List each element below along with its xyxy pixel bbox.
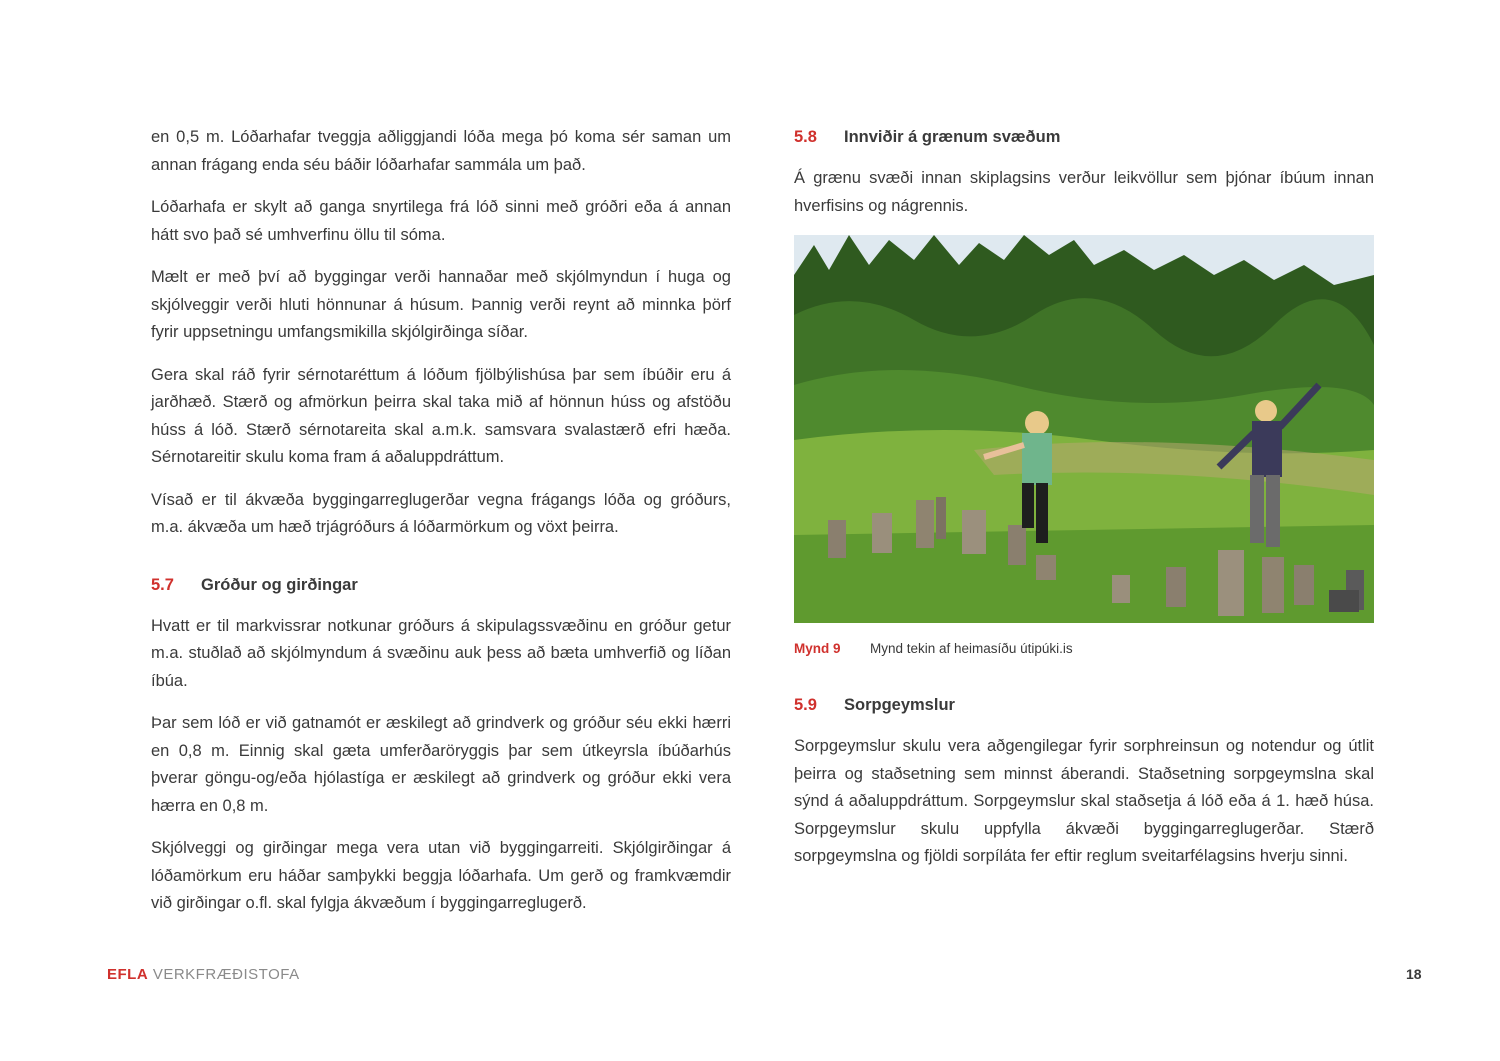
section-heading-5-7 [151,572,731,599]
figure-caption [794,641,1374,656]
paragraph: Skjólveggi og girðingar mega vera utan við byggingarreiti. Skjólgirðingar á lóðamörkum eru háðar samþykki beggja lóðarhafa. Um gerð og framkvæmdir við girðingar o.fl. skal fylgja ákvæðum í byggingarreglugerð. [151,839,731,912]
paragraph: Gera skal ráð fyrir sérnotaréttum á lóðum fjölbýlishúsa þar sem íbúðir eru á jarðhæð. Stærð og afmörkun þeirra skal taka mið af hönnun húss og afstöðu húss á lóð. Stærð sérnotareita skal a.m.k. samsvara svalastærð efri hæða. Sérnotareitir skulu koma fram á aðaluppdráttum. [151,365,731,466]
paragraph: en 0,5 m. Lóðarhafar tveggja aðliggjandi lóða mega þó koma sér saman um annan frágang enda séu báðir lóðarhafar sammála um það. [151,128,731,174]
paragraph: Þar sem lóð er við gatnamót er æskilegt að grindverk og gróður séu ekki hærri en 0,8 m. Einnig skal gæta umferðaröryggis þar sem útkeyrsla íbúðarhús þverar göngu-og/eða hjólastíga er æskilegt að grindverk og gróður ekki vera hærra en 0,8 m. [151,714,731,815]
paragraph: Vísað er til ákvæða byggingarreglugerðar vegna frágangs lóða og gróðurs, m.a. ákvæða um hæð trjágróðurs á lóðarmörkum og vöxt þeirra. [151,490,731,536]
section-title: Innviðir á grænum svæðum [844,128,1061,146]
figure-number: Mynd 9 [794,641,841,656]
playground-photo [794,235,1374,623]
section-number: 5.8 [794,128,817,146]
paragraph: Á grænu svæði innan skiplagsins verður leikvöllur sem þjónar íbúum innan hverfisins og nágrennis. [794,169,1374,215]
logo-brand: EFLA [107,966,149,983]
left-column [151,124,731,933]
section-heading-5-8 [794,124,1374,151]
logo-subtitle: VERKFRÆÐISTOFA [148,966,300,983]
paragraph: Mælt er með því að byggingar verði hannaðar með skjólmyndun í huga og skjólveggir verði hluti hönnunar á húsum. Þannig verði reynt að minnka þörf fyrir uppsetningu umfangsmikilla skjólgirðinga síðar. [151,268,731,341]
figure-caption-text: Mynd tekin af heimasíðu útipúki.is [870,641,1073,656]
section-number: 5.7 [151,575,174,594]
right-column [794,124,1374,886]
paragraph: Sorpgeymslur skulu vera aðgengilegar fyrir sorphreinsun og notendur og útlit þeirra og staðsetning sem minnst áberandi. Staðsetning sorpgeymslna skal sýnd á aðaluppdráttum. Sorpgeymslur skal staðsetja á lóð eða á 1. hæð húsa. Sorpgeymslur skulu uppfylla ákvæði byggingarreglugerðar. Stærð sorpgeymslna og fjöldi sorpíláta fer eftir reglum sveitarfélagsins hverju sinni. [794,737,1374,865]
section-number: 5.9 [794,696,817,714]
paragraph: Lóðarhafa er skylt að ganga snyrtilega frá lóð sinni með gróðri eða á annan hátt svo það sé umhverfinu öllu til sóma. [151,198,731,244]
section-title: Gróður og girðingar [201,575,358,594]
paragraph: Hvatt er til markvissrar notkunar gróðurs á skipulagssvæðinu en gróður getur m.a. stuðlað að skjólmyndum á svæðinu auk þess að bæta umhverfið og líðan íbúa. [151,616,731,690]
footer-logo [107,966,300,983]
page-number: 18 [1406,966,1422,982]
section-title: Sorpgeymslur [844,696,955,714]
section-heading-5-9 [794,692,1374,719]
